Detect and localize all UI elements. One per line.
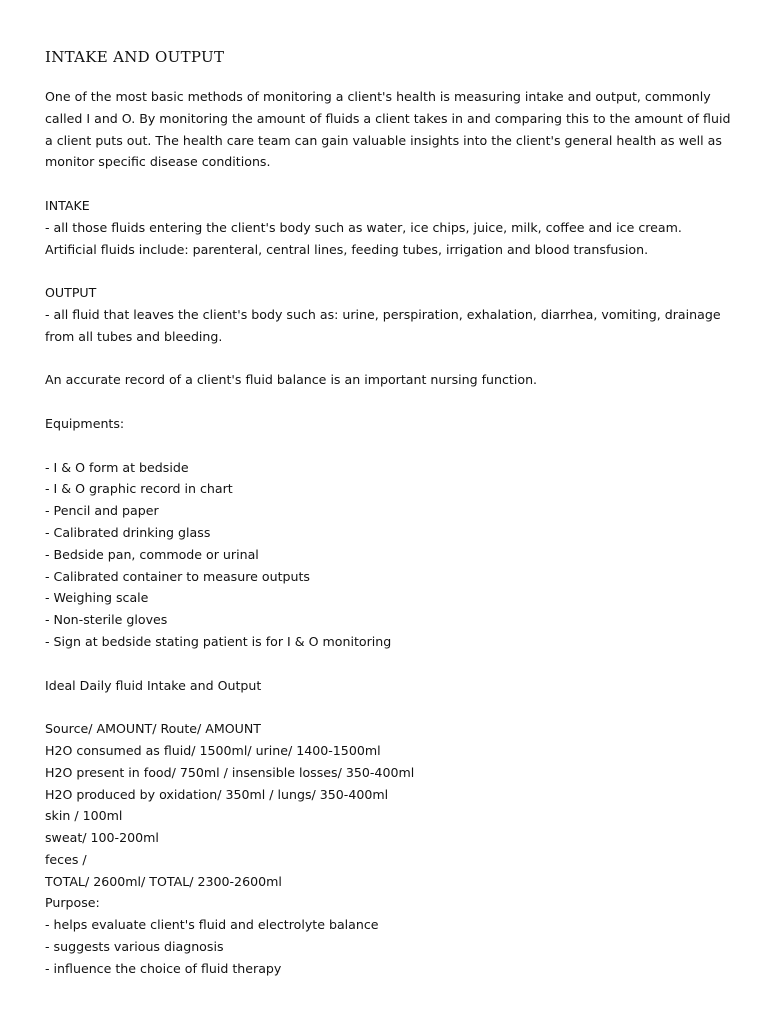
fluid-line: Source/ AMOUNT/ Route/ AMOUNT: [45, 721, 261, 737]
list-item: - I & O graphic record in chart: [45, 481, 233, 497]
spacer: [45, 260, 735, 282]
fluid-line: TOTAL/ 2600ml/ TOTAL/ 2300-2600ml: [45, 873, 282, 889]
spacer: [45, 435, 735, 457]
ideal-fluid-lines: [45, 718, 735, 892]
output-text: - all fluid that leaves the client's body such as: urine, perspiration, exhalation, diarrhea, vomiting, drainage from all tubes and bleeding.: [45, 306, 721, 344]
list-item: - influence the choice of fluid therapy: [45, 960, 282, 976]
spacer: [45, 173, 735, 195]
list-item: - Pencil and paper: [45, 503, 159, 519]
spacer: [45, 391, 735, 413]
list-item: - Calibrated container to measure outputs: [45, 568, 310, 584]
spacer: [45, 653, 735, 675]
ideal-heading: Ideal Daily fluid Intake and Output: [45, 677, 262, 693]
list-item: - Sign at bedside stating patient is for I & O monitoring: [45, 633, 392, 649]
fluid-line: H2O consumed as fluid/ 1500ml/ urine/ 1400-1500ml: [45, 742, 381, 758]
list-item: - suggests various diagnosis: [45, 939, 224, 955]
list-item: - Weighing scale: [45, 590, 149, 606]
fluid-line: skin / 100ml: [45, 808, 123, 824]
fluid-line: sweat/ 100-200ml: [45, 830, 159, 846]
intake-text: - all those fluids entering the client's body such as water, ice chips, juice, milk, coffee and ice cream. Artificial fluids include: parenteral, central lines, feeding tubes, irrigation and blood transfusion.: [45, 219, 682, 257]
purpose-heading: Purpose:: [45, 895, 100, 911]
list-item: - helps evaluate client's fluid and electrolyte balance: [45, 917, 379, 933]
fluid-line: feces /: [45, 851, 87, 867]
list-item: - I & O form at bedside: [45, 459, 189, 475]
equipments-heading: Equipments:: [45, 415, 125, 431]
spacer: [45, 348, 735, 370]
equipments-list: [45, 457, 735, 653]
purpose-list: [45, 914, 735, 979]
list-item: - Calibrated drinking glass: [45, 524, 211, 540]
list-item: - Non-sterile gloves: [45, 612, 168, 628]
output-heading: OUTPUT: [45, 285, 97, 301]
document-title: INTAKE AND OUTPUT: [45, 48, 225, 66]
list-item: - Bedside pan, commode or urinal: [45, 546, 259, 562]
intake-heading: INTAKE: [45, 197, 90, 213]
fluid-line: H2O present in food/ 750ml / insensible losses/ 350-400ml: [45, 764, 415, 780]
spacer: [45, 696, 735, 718]
intro-paragraph: One of the most basic methods of monitoring a client's health is measuring intake and output, commonly called I and O. By monitoring the amount of fluids a client takes in and comparing this to the amount of fluid a client puts out. The health care team can gain valuable insights into the client's general health as well as monitor specific disease conditions.: [45, 89, 731, 170]
document-page: [45, 46, 735, 980]
accurate-record-text: An accurate record of a client's fluid balance is an important nursing function.: [45, 372, 538, 388]
fluid-line: H2O produced by oxidation/ 350ml / lungs/ 350-400ml: [45, 786, 389, 802]
